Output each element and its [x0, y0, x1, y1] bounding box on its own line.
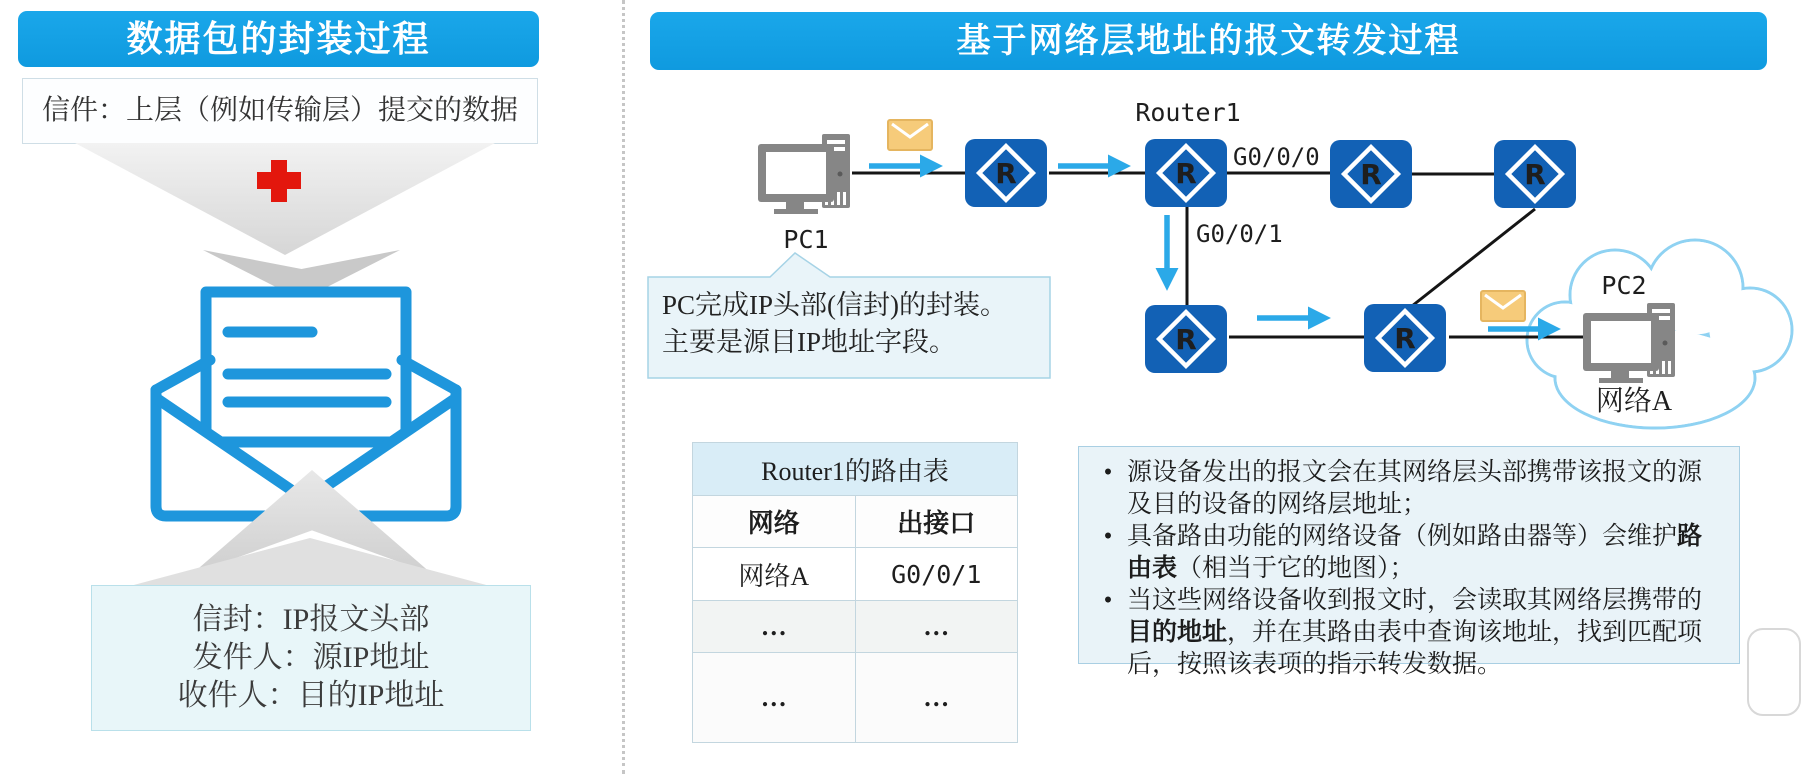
cell-interface: G0/0/1 [855, 548, 1018, 601]
bullet-dot: • [1103, 587, 1113, 614]
callout-line: PC完成IP头部(信封)的封装。 [662, 290, 1008, 320]
network-a-label: 网络A [1595, 386, 1673, 417]
mail-icon [1481, 291, 1525, 321]
pc2-label: PC2 [1601, 271, 1647, 300]
router-icon [1494, 140, 1576, 208]
router-icon [1330, 140, 1412, 208]
column-header-network: 网络 [693, 496, 856, 548]
bullet-dot: • [1103, 459, 1113, 486]
callout-text [662, 287, 1044, 361]
table-row [693, 601, 1018, 653]
pc1-icon [758, 134, 850, 214]
left-panel-title: 数据包的封装过程 [18, 11, 539, 67]
router-icon [965, 139, 1047, 207]
envelope-note-line: 信封：IP报文头部 [192, 603, 430, 636]
bullet-dot: • [1103, 523, 1113, 550]
pc2-icon [1583, 303, 1675, 383]
floating-pill [1747, 628, 1801, 716]
envelope-note-line: 发件人：源IP地址 [192, 641, 430, 674]
interface-g001-label: G0/0/1 [1196, 220, 1283, 248]
routing-table [692, 442, 1018, 743]
router-icon [1145, 305, 1227, 373]
right-panel-title: 基于网络层地址的报文转发过程 [650, 12, 1767, 70]
router1-icon [1145, 139, 1227, 207]
router-icon [1364, 304, 1446, 372]
pc1-label: PC1 [783, 225, 829, 254]
cell-interface: … [855, 653, 1018, 743]
cell-network: … [693, 601, 856, 653]
envelope-note-line: 收件人：目的IP地址 [177, 679, 445, 712]
interface-g000-label: G0/0/0 [1233, 143, 1320, 171]
table-row [693, 653, 1018, 743]
panel-divider [622, 0, 625, 774]
router1-label: Router1 [1135, 98, 1241, 127]
red-cross-icon [257, 160, 301, 202]
bullet-item: • 当这些网络设备收到报文时，会读取其网络层携带的目的地址，并在其路由表中查询该地址，找到匹配项后，按照该表项的指示转发数据。 [1089, 585, 1725, 681]
cell-interface: … [855, 601, 1018, 653]
bullet-item: • 源设备发出的报文会在其网络层头部携带该报文的源及目的设备的网络层地址； [1089, 457, 1725, 521]
envelope-note-box [91, 585, 531, 731]
table-row [693, 548, 1018, 601]
routing-table-title: Router1的路由表 [693, 443, 1018, 496]
network-diagram [640, 80, 1769, 440]
cell-network: … [693, 653, 856, 743]
callout-line: 主要是源目IP地址字段。 [662, 327, 957, 357]
bullet-item: • 具备路由功能的网络设备（例如路由器等）会维护路由表（相当于它的地图）； [1089, 521, 1725, 585]
explanation-box [1078, 446, 1740, 678]
cell-network: 网络A [693, 548, 856, 601]
funnel-up-icon [130, 538, 490, 586]
column-header-interface: 出接口 [855, 496, 1018, 548]
letter-note-box: 信件：上层（例如传输层）提交的数据 [22, 78, 538, 144]
mail-icon [888, 120, 932, 150]
